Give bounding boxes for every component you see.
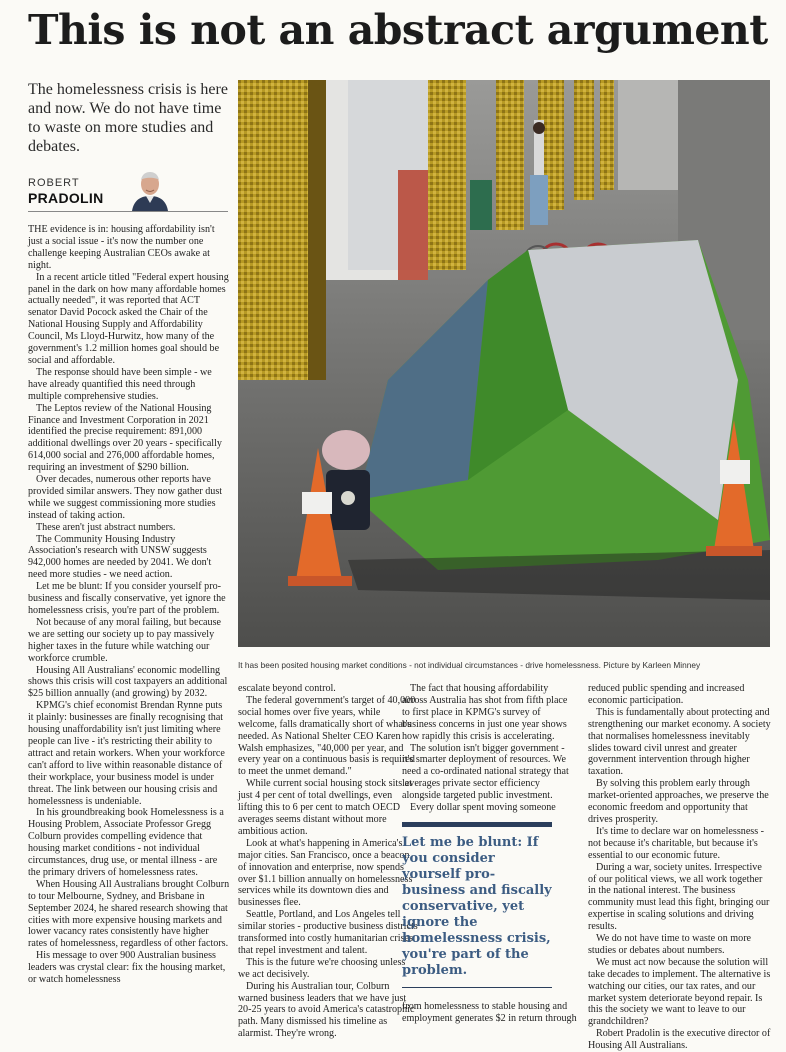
pull-quote: Let me be blunt: If you consider yourself pro-business and fiscally conservative, yet ignore the homelessness crisis, you're part of the problem. (402, 822, 552, 988)
paragraph: Over decades, numerous other reports have provided similar answers. They now gather dust while we suggest commissioning more studies instead of taking action. (28, 474, 223, 521)
paragraph: This is the future we're choosing unless we act decisively. (238, 956, 406, 980)
tent-photo (238, 80, 770, 647)
paragraph: When Housing All Australians brought Colburn to tour Melbourne, Sydney, and Brisbane in September 2024, he shared research showing that cities with more expensive housing markets and lower vacancy rates consistently have higher rates of homelessness, regardless of other factors. (28, 878, 230, 950)
paragraph: Let me be blunt: If you consider yourself pro-business and fiscally conservative, yet ignore the homelessness crisis, you're part of the problem. (28, 581, 226, 616)
paragraph: KPMG's chief economist Brendan Rynne puts it plainly: businesses are finally recognising that housing unaffordability isn't just limiting where people can live - it's restricting their ability to attract and retain workers. When your workforce can't afford to live within reasonable distance of their workplace, your business model is under threat. The link between our housing crisis and homelessness is undeniable. (28, 700, 225, 807)
paragraph: reduced public spending and increased economic participation. (588, 683, 745, 706)
headline: This is not an abstract argument (28, 6, 768, 54)
paragraph: His message to over 900 Australian business leaders was crystal clear: fix the housing market, or watch homelessness (28, 950, 226, 986)
paragraph: We must act now because the solution will take decades to implement. The alternative is watching our cities, our tax rates, and our market system deteriorate beyond repair. Is this the society we want to leave to our grandchildren? (588, 956, 771, 1028)
paragraph: The fact that housing affordability across Australia has shot from fifth place to first place in KPMG's survey of business concerns in just one year shows how rapidly this crisis is accelerating. (402, 683, 568, 742)
paragraph: During his Australian tour, Colburn warned business leaders that we have just 20-25 years to avoid America's catastrophic path. Many dismissed his timeline as alarmist. They're wrong. (238, 980, 415, 1040)
paragraph: escalate beyond control. (238, 683, 336, 694)
paragraph: In his groundbreaking book Homelessness is a Housing Problem, Associate Professor Gregg Colburn provides compelling evidence that housing market conditions - not individual circumstances, drug use, or mental illness - are the primary drivers of homelessness rates. (28, 807, 224, 878)
paragraph: from homelessness to stable housing and employment generates $2 in return through (402, 1001, 577, 1024)
paragraph: Every dollar spent moving someone (410, 802, 556, 814)
paragraph: While current social housing stock sits at just 4 per cent of total dwellings, even lifting this to 6 per cent to match OECD averages seems distant without more ambitious action. (238, 778, 412, 837)
paragraph: By solving this problem early through market-oriented approaches, we preserve the economic freedom and opportunity that drives prosperity. (588, 778, 769, 825)
paragraph: Look at what's happening in America's major cities. San Francisco, once a beacon of innovation and enterprise, now spends over $1.1 billion annually on homelessness services while its downtown dies and businesses flee. (238, 837, 413, 909)
paragraph: The response should have been simple - we have already quantified this need through multiple comprehensive studies. (28, 366, 212, 402)
paragraph: The federal government's target of 40,000 social homes over five years, while welcome, falls dramatically short of what's needed. As National Shelter CEO Karen Walsh emphasizes, "40,000 per year, and every year on a continuous basis is required to meet the unmet demand." (238, 694, 416, 778)
paragraph: During a war, society unites. Irrespective of our political views, we all work together in the national interest. The business community must lead this fight, bringing our expertise in scaling solutions and driving results. (588, 861, 770, 933)
byline (28, 165, 228, 212)
paragraph: Seattle, Portland, and Los Angeles tell similar stories - productive business districts transformed into costly humanitarian crises that repel investment and talent. (238, 909, 418, 956)
author-avatar (128, 165, 172, 211)
author-bio: Robert Pradolin is the executive director of Housing All Australians. (588, 1028, 771, 1052)
column-3-continued (402, 1001, 582, 1025)
paragraph: The Community Housing Industry Association's research with UNSW suggests 942,000 homes are needed by 2041. We don't need more studies - we need action. (28, 533, 212, 581)
column-3 (402, 683, 572, 813)
paragraph: These aren't just abstract numbers. (36, 521, 176, 533)
paragraph: The Leptos review of the National Housing Finance and Investment Corporation in 2021 identified the precise requirement: 891,000 additional dwellings over 20 years - specifically 614,000 social and 276,000 affordable homes, requiring an investment of $290 billion. (28, 402, 222, 474)
paragraph: This is fundamentally about protecting and strengthening our market economy. A society that normalises homelessness inevitably slides toward civil unrest and greater government intervention through higher taxation. (588, 706, 771, 778)
paragraph: It's time to declare war on homelessness - not because it's charitable, but because it's essential to our economic future. (588, 825, 765, 861)
column-2 (238, 683, 418, 1040)
column-4 (588, 683, 772, 1052)
paragraph: THE evidence is in: housing affordability isn't just a social issue - it's now the number one challenge keeping Australian CEOs awake at night. (28, 224, 215, 271)
paragraph: In a recent article titled "Federal expert housing panel in the dark on how many affordable homes actually needed", it was reported that ACT senator David Pocock asked the Chair of the National Housing Supply and Affordability Council, Ms Lloyd-Hurwitz, how many of the government's 1.2 million homes goal should be social and affordable. (28, 271, 229, 366)
paragraph: Housing All Australians' economic modelling shows this crisis will cost taxpayers an additional $25 billion annually (and growing) by 2032. (28, 664, 228, 700)
paragraph: The solution isn't bigger government - it's smarter deployment of resources. We need a co-ordinated national strategy that leverages private sector efficiency alongside targeted public investment. (402, 742, 569, 802)
column-1 (28, 224, 230, 1024)
photo-caption: It has been posited housing market conditions - not individual circumstances - drive homelessness. Picture by Karleen Minney (238, 660, 701, 670)
paragraph: Not because of any moral failing, but because we are setting our society up to pay massively higher taxes in the future while watching our workforce crumble. (28, 616, 221, 664)
paragraph: We do not have time to waste on more studies or debates about numbers. (588, 933, 752, 956)
author-first-name: ROBERT (28, 177, 80, 189)
author-last-name: PRADOLIN (28, 190, 104, 206)
standfirst: The homelessness crisis is here and now. We do not have time to waste on more studies and debates. (28, 81, 228, 155)
